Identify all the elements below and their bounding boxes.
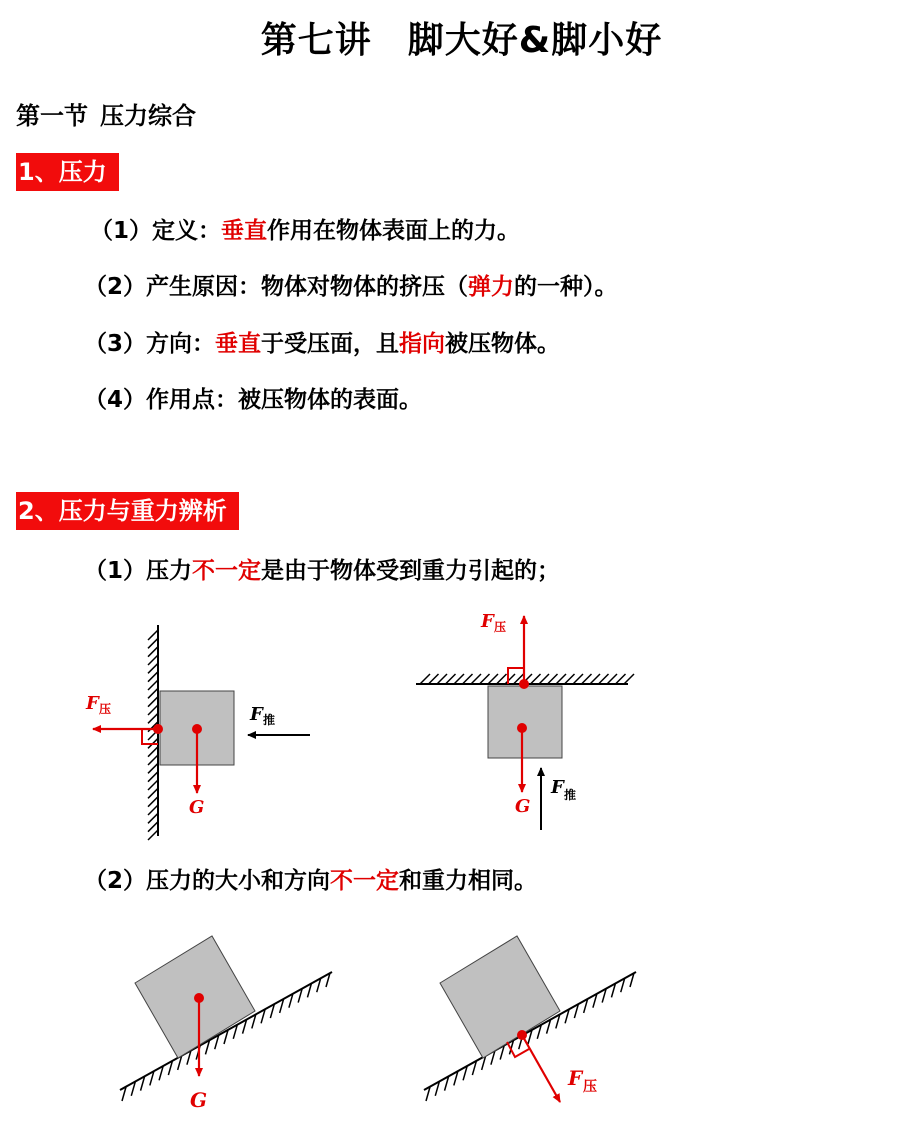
- hatch-mark: [148, 813, 158, 823]
- diagram-incline-gravity: [120, 936, 332, 1112]
- center-of-mass: [194, 993, 204, 1003]
- item-highlight: 弹力: [468, 274, 515, 300]
- push-label: F: [250, 704, 263, 725]
- gravity-label: G: [189, 797, 205, 818]
- hatch-mark: [556, 674, 566, 684]
- heading-pressure-vs-gravity: 2、压力与重力辨析: [16, 492, 239, 530]
- item-text: （3）方向：: [84, 331, 216, 357]
- hatch-mark: [565, 674, 575, 684]
- hatch-mark: [582, 674, 592, 684]
- hatch-mark: [148, 630, 158, 640]
- hatch-mark: [437, 674, 447, 684]
- item-text: 于受压面，且: [261, 331, 400, 357]
- hatch-mark: [573, 674, 583, 684]
- pressure-sub: 压: [494, 620, 507, 634]
- hatch-mark: [624, 674, 634, 684]
- item-text: 是由于物体受到重力引起的；: [261, 558, 561, 584]
- hatch-mark: [148, 822, 158, 832]
- block: [488, 686, 562, 758]
- pressure-label: F: [86, 693, 99, 714]
- section-name: 压力综合: [100, 102, 196, 130]
- pressure-label: F: [481, 611, 494, 632]
- hatch-mark: [148, 772, 158, 782]
- hatch-mark: [454, 674, 464, 684]
- hatch-mark: [148, 747, 158, 757]
- hatch-mark: [148, 680, 158, 690]
- center-of-mass: [192, 724, 202, 734]
- gravity-label: G: [515, 796, 531, 817]
- pressure-sub: 压: [99, 702, 112, 716]
- hatch-mark: [497, 674, 507, 684]
- diagram-ceiling: [416, 611, 634, 830]
- pressure-point: [519, 679, 529, 689]
- hatch-mark: [590, 674, 600, 684]
- item-highlight: 不一定: [192, 558, 262, 584]
- hatch-mark: [148, 655, 158, 665]
- item-text: （4）作用点：被压物体的表面。: [84, 387, 423, 413]
- item-text: （2）产生原因：物体对物体的挤压（: [84, 274, 469, 300]
- hatch-mark: [148, 780, 158, 790]
- item-text: 被压物体。: [445, 331, 561, 357]
- pressure-label: F: [568, 1066, 583, 1090]
- heading-pressure: 1、压力: [16, 153, 119, 191]
- hatch-mark: [607, 674, 617, 684]
- hatch-mark: [480, 674, 490, 684]
- block: [440, 936, 560, 1058]
- hatch-mark: [471, 674, 481, 684]
- item-text: （1）压力: [84, 558, 193, 584]
- item-highlight: 不一定: [330, 868, 400, 894]
- title-part2: 脚大好&脚小好: [407, 20, 663, 61]
- hatch-mark: [420, 674, 430, 684]
- diagram-wall: [85, 625, 310, 840]
- hatch-mark: [463, 674, 473, 684]
- item-text: 作用在物体表面上的力。: [267, 218, 521, 244]
- hatch-mark: [488, 674, 498, 684]
- section-number: 第一节: [16, 102, 88, 130]
- hatch-mark: [616, 674, 626, 684]
- push-label: F: [551, 777, 564, 798]
- item-text: 的一种）。: [514, 274, 618, 300]
- item-highlight: 垂直: [215, 331, 262, 357]
- pressure-point: [153, 724, 163, 734]
- wall-hatching: [148, 630, 158, 840]
- hatch-mark: [599, 674, 609, 684]
- hatch-mark: [148, 638, 158, 648]
- title-part1: 第七讲: [260, 20, 372, 61]
- center-of-mass: [517, 723, 527, 733]
- item-highlight: 指向: [399, 331, 446, 357]
- hatch-mark: [148, 647, 158, 657]
- item-text: （2）压力的大小和方向: [84, 868, 331, 894]
- hatch-mark: [148, 763, 158, 773]
- hatch-mark: [148, 697, 158, 707]
- pressure-force-arrow: [522, 1035, 560, 1102]
- hatch-mark: [531, 674, 541, 684]
- hatch-mark: [548, 674, 558, 684]
- hatch-mark: [148, 672, 158, 682]
- push-sub: 推: [263, 713, 276, 727]
- item-text: （1）定义：: [90, 218, 222, 244]
- hatch-mark: [148, 830, 158, 840]
- item-text: 和重力相同。: [399, 868, 538, 894]
- hatch-mark: [148, 663, 158, 673]
- hatch-mark: [148, 797, 158, 807]
- right-angle-mark: [507, 1042, 529, 1057]
- pressure-sub: 压: [583, 1079, 597, 1095]
- hatch-mark: [148, 688, 158, 698]
- hatch-mark: [429, 674, 439, 684]
- hatch-mark: [505, 674, 515, 684]
- gravity-label: G: [190, 1088, 208, 1112]
- hatch-mark: [148, 755, 158, 765]
- pressure-point: [517, 1030, 527, 1040]
- hatch-mark: [148, 713, 158, 723]
- hatch-mark: [539, 674, 549, 684]
- hatch-mark: [148, 788, 158, 798]
- hatch-mark: [446, 674, 456, 684]
- item-highlight: 垂直: [221, 218, 268, 244]
- push-sub: 推: [564, 788, 577, 802]
- hatch-mark: [148, 705, 158, 715]
- diagram-incline-pressure: [424, 936, 636, 1102]
- hatch-mark: [148, 805, 158, 815]
